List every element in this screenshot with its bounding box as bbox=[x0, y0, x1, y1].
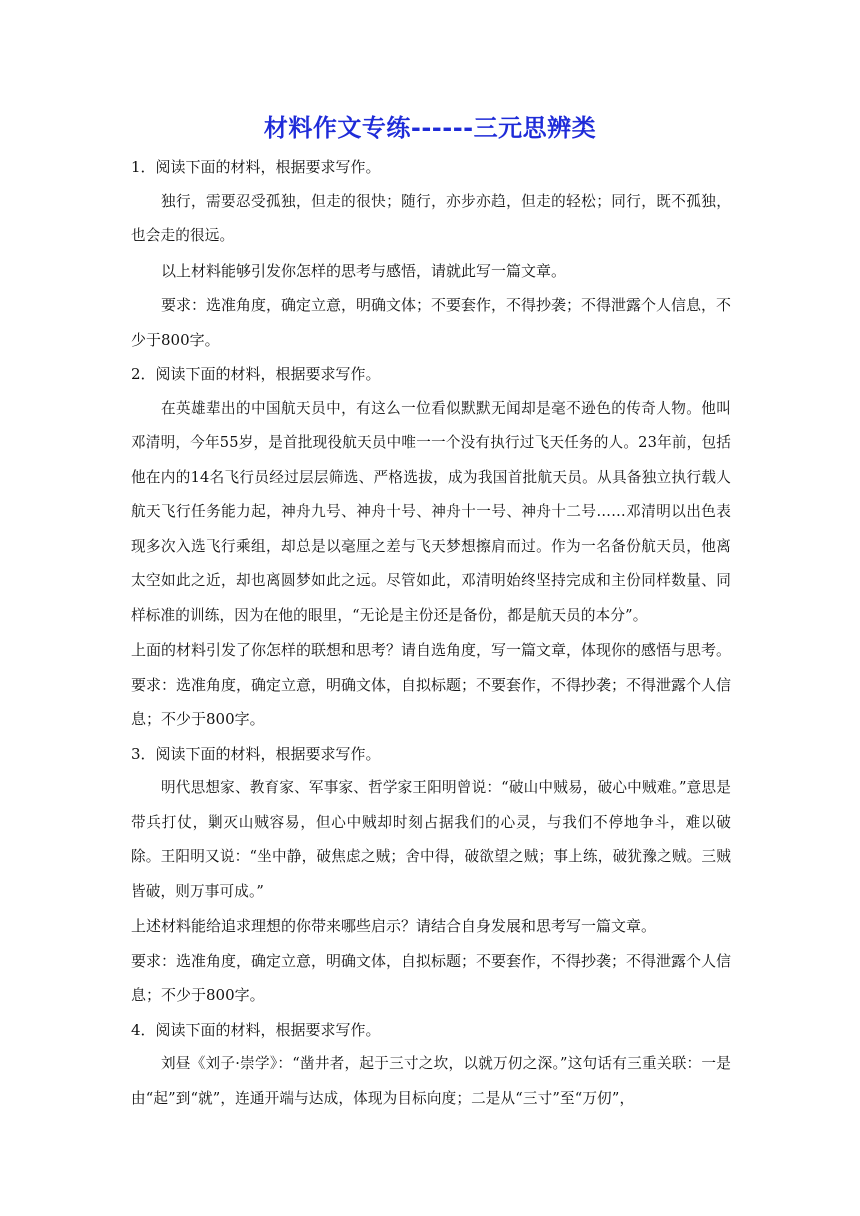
question-3-material: 明代思想家、教育家、军事家、哲学家王阳明曾说：“破山中贼易，破心中贼难。”意思是带兵打仗，剿灭山贼容易，但心中贼却时刻占据我们的心灵，与我们不停地争斗，难以破除。王阳明又说：“坐中静，破焦虑之贼；舍中得，破欲望之贼；事上练，破犹豫之贼。三贼皆破，则万事可成。” bbox=[131, 779, 731, 900]
question-4-material: 刘昼《刘子·崇学》：“凿井者，起于三寸之坎，以就万仞之深。”这句话有三重关联：一是由“起”到“就”，连通开端与达成，体现为目标向度；二是从“三寸”至“万仞”， bbox=[131, 1055, 731, 1107]
question-2-requirement: 要求：选准角度，确定立意，明确文体，自拟标题；不要套作，不得抄袭；不得泄露个人信息；不少于800字。 bbox=[131, 675, 732, 728]
page-title: 材料作文专练------三元思辨类 bbox=[263, 114, 597, 142]
question-3-prompt: 上述材料能给追求理想的你带来哪些启示？请结合自身发展和思考写一篇文章。 bbox=[131, 917, 657, 935]
question-2-heading: 2．阅读下面的材料，根据要求写作。 bbox=[131, 365, 381, 383]
question-3-heading: 3．阅读下面的材料，根据要求写作。 bbox=[131, 744, 381, 763]
question-1-prompt: 以上材料能够引发你怎样的思考与感悟，请就此写一篇文章。 bbox=[161, 261, 567, 280]
question-1-material: 独行，需要忍受孤独，但走的很快；随行，亦步亦趋，但走的轻松；同行，既不孤独，也会走的很远。 bbox=[131, 192, 731, 244]
question-1-requirement: 要求：选准角度，确定立意，明确文体；不要套作，不得抄袭；不得泄露个人信息，不少于800字。 bbox=[131, 296, 732, 349]
question-2-material: 在英雄辈出的中国航天员中，有这么一位看似默默无闻却是毫不逊色的传奇人物。他叫邓清明，今年55岁，是首批现役航天员中唯一一个没有执行过飞天任务的人。23年前，包括他在内的14名飞行员经过层层筛选、严格选拔，成为我国首批航天员。从具备独立执行载人航天飞行任务能力起，神舟九号、神舟十号、神舟十一号、神舟十二号……邓清明以出色表现多次入选飞行乘组，却总是以毫厘之差与飞天梦想擦肩而过。作为一名备份航天员，他离太空如此之近，却也离圆梦如此之远。尽管如此，邓清明始终坚持完成和主份同样数量、同样标准的训练，因为在他的眼里，“无论是主份还是备份，都是航天员的本分”。 bbox=[131, 399, 731, 624]
question-1-heading: 1．阅读下面的材料，根据要求写作。 bbox=[131, 158, 381, 176]
question-3-requirement: 要求：选准角度，确定立意，明确文体，自拟标题；不要套作，不得抄袭；不得泄露个人信息；不少于800字。 bbox=[131, 951, 732, 1004]
question-2-prompt: 上面的材料引发了你怎样的联想和思考？请自选角度，写一篇文章，体现你的感悟与思考。 bbox=[131, 641, 732, 659]
question-4-heading: 4．阅读下面的材料，根据要求写作。 bbox=[131, 1020, 381, 1039]
document-body bbox=[131, 150, 731, 1116]
